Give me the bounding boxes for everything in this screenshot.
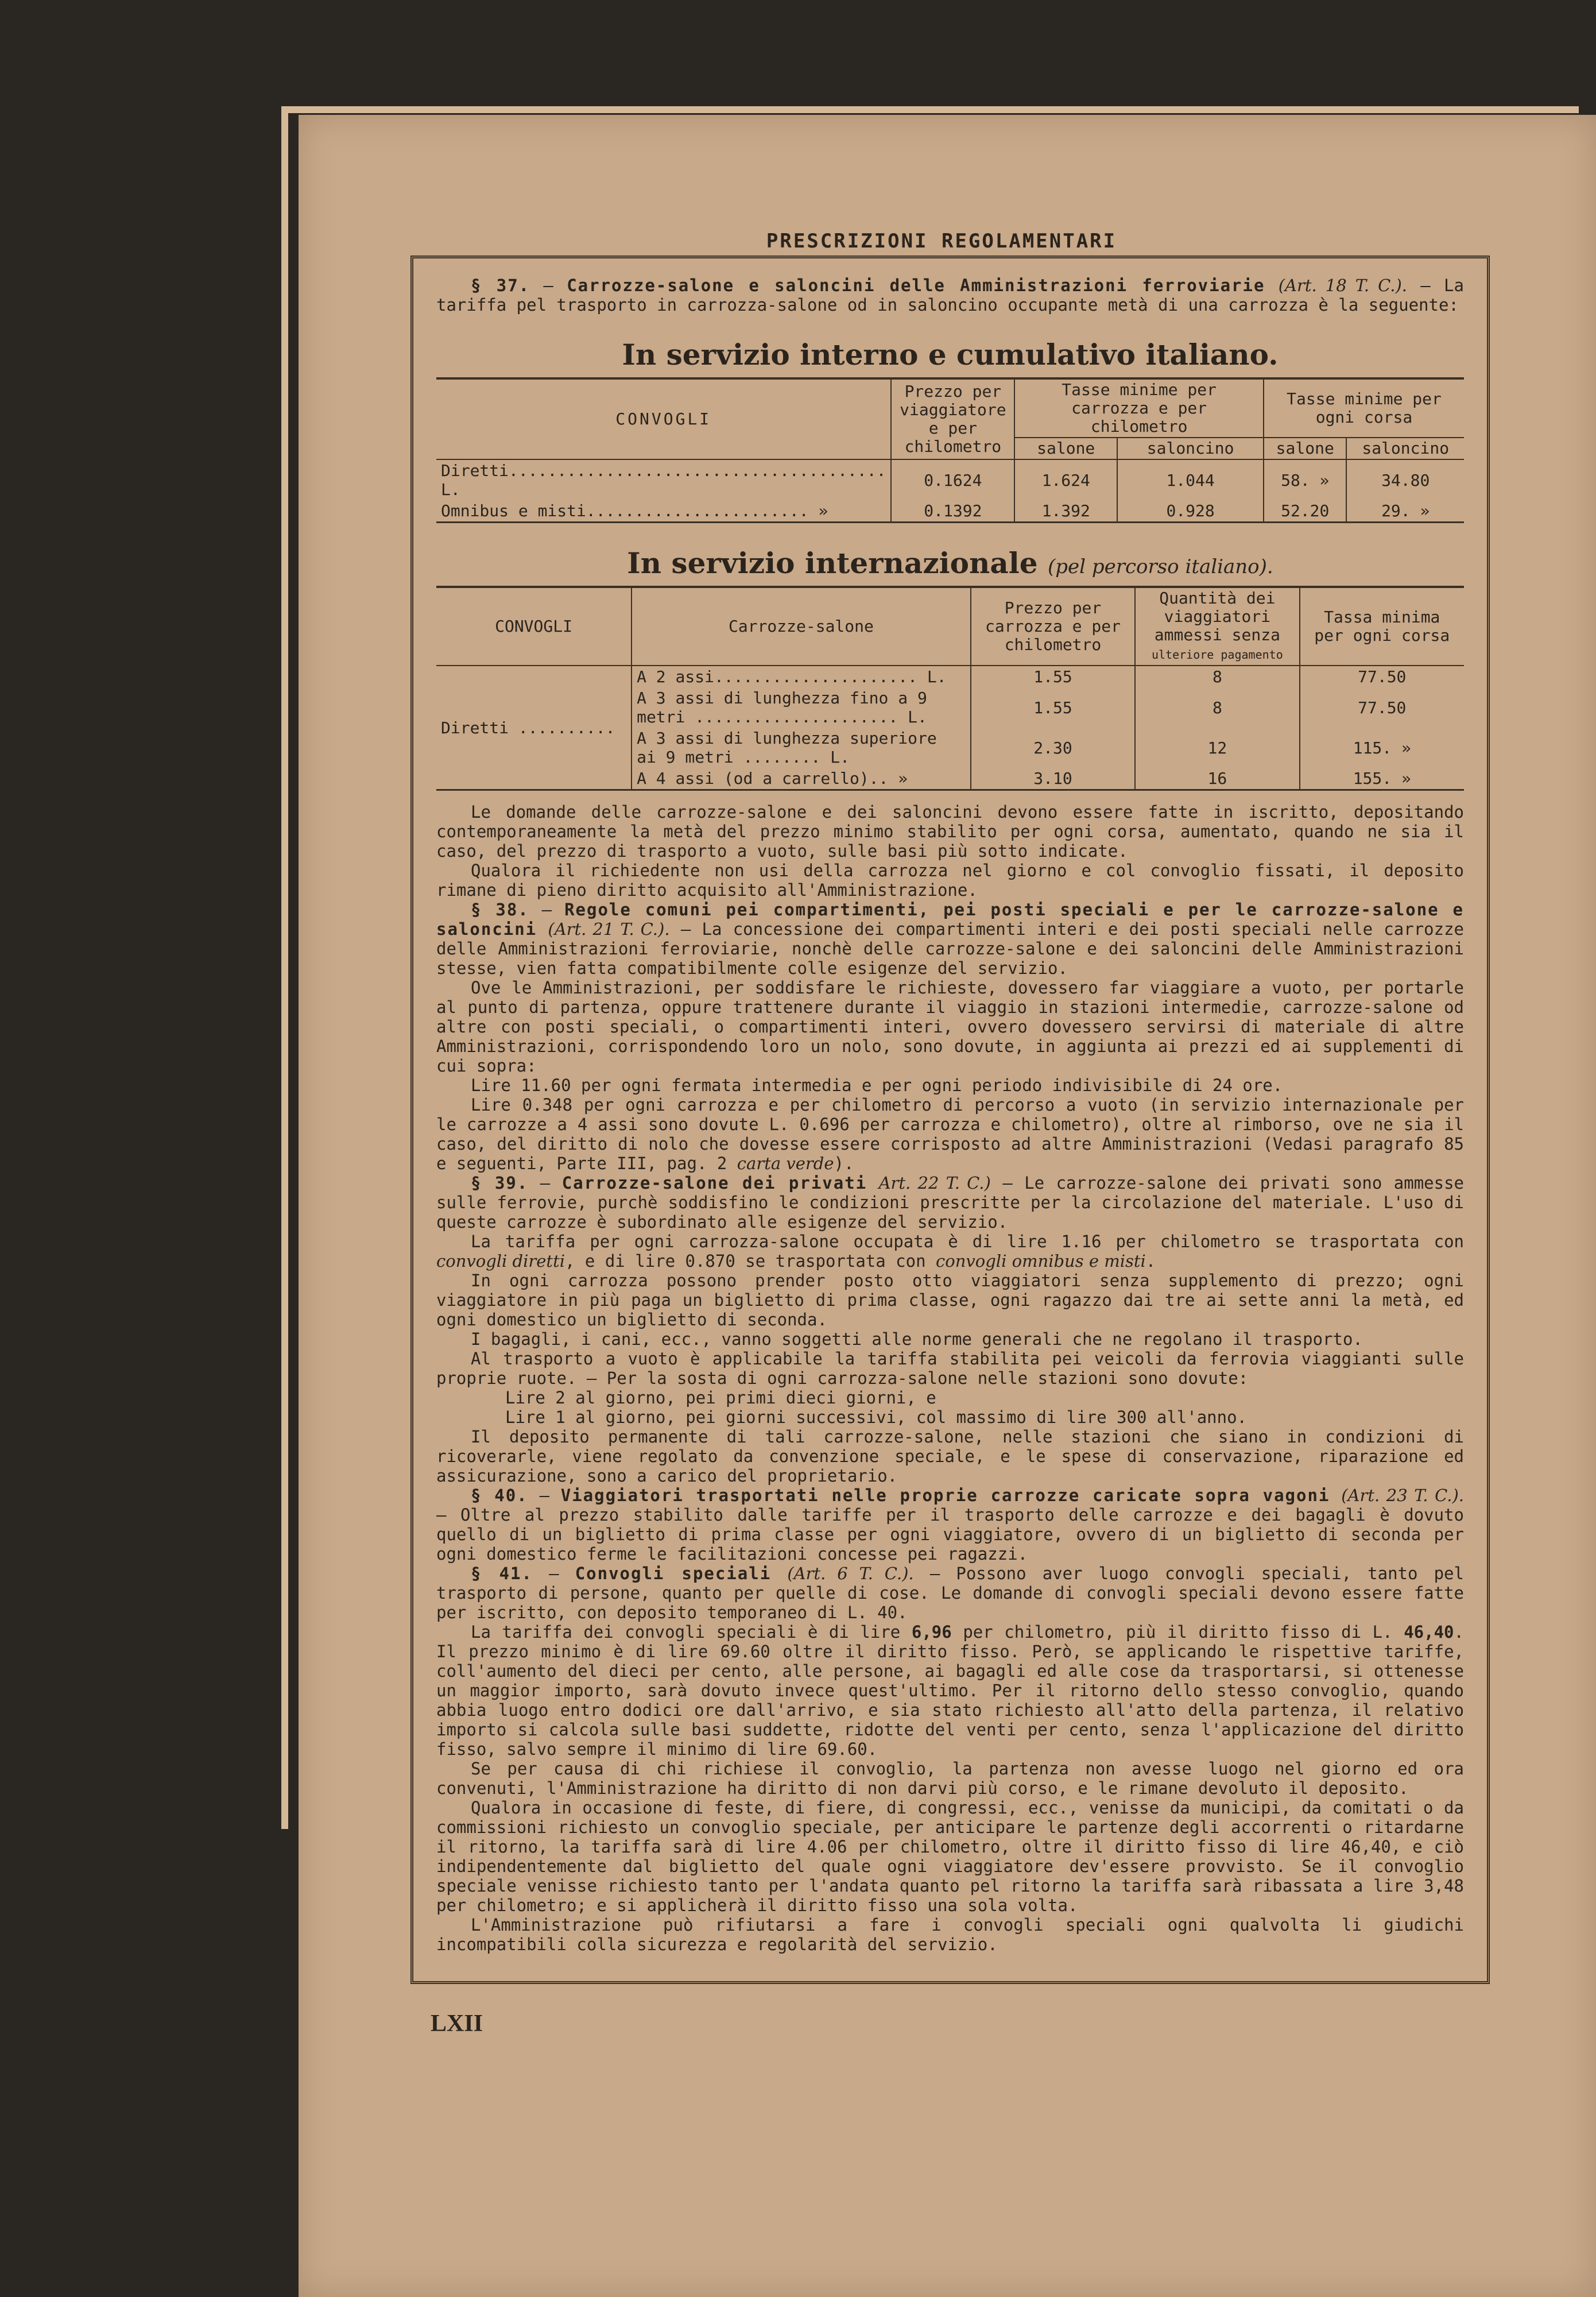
cell-km-saloncino: 1.044 [1117,459,1264,500]
paragraph [436,1095,1464,1173]
section-title: Viaggiatori trasportati nelle proprie carrozze caricate sopra vagoni [560,1486,1330,1505]
paragraph-italic: carta verde [737,1154,834,1173]
paragraph: In ogni carrozza possono prender posto otto viaggiatori senza supplemento di prezzo; ogni viaggiatore in più paga un biglietto di prima classe, ogni ragazzo dai tre ai sette anni la metà, ed ogni domestico un biglietto di seconda. [436,1271,1464,1329]
cell-tassa: 77.50 [1300,687,1464,728]
running-head: PRESCRIZIONI REGOLAMENTARI [766,230,1117,253]
cell-corsa-saloncino: 34.80 [1346,459,1464,500]
col-tasse-corsa: Tasse minime per ogni corsa [1264,378,1464,438]
cell-prezzo: 1.55 [971,687,1135,728]
row-leader: ....................................... L. [441,461,886,499]
sub-salone: salone [1014,438,1117,459]
section-37: § 37. — Carrozze-salone e saloncini delle Amministrazioni ferroviarie (Art. 18 T. C.). — La tariffa pel trasporto in carrozza-salone od in saloncino occupante metà di una carrozza è la seguente: [436,276,1464,315]
section-text: — Possono aver luogo convogli speciali, tanto pel trasporto di persone, quanto per quelle di cose. Le domande di convogli speciali devono essere fatte per iscritto, con deposito temporaneo di L. 40. [436,1564,1464,1622]
cell-quantita: 12 [1135,728,1299,768]
section-number: § 38. [471,900,529,919]
section-text: — Oltre al prezzo stabilito dalle tariffe per il trasporto delle carrozze e dei bagagli è dovuto quello di un biglietto di prima classe per ogni viaggiatore, ovvero di un biglietto di seconda per ogni domestico ferme le facilitazioni concesse pei ragazzi. [436,1505,1464,1564]
section-title: Carrozze-salone e saloncini delle Amministrazioni ferroviarie [567,276,1265,295]
paragraph-italic: convogli diretti [436,1251,565,1271]
cell-tassa: 77.50 [1300,666,1464,687]
cell-km-salone: 1.624 [1014,459,1117,500]
paragraph-bold: 46,40 [1404,1622,1454,1642]
paragraph: Qualora in occasione di feste, di fiere, di congressi, ecc., venisse da municipi, da comitati o da commissioni richiesto un convoglio speciale, per anticipare le partenze degli accorrenti o ritardarne il ritorno, la tariffa sarà di lire 4.06 per chilometro, oltre il diritto fisso di lire 46,40, e ciò indipendentemente dal biglietto del quale ogni viaggiatore dev'essere provvisto. Se il convoglio speciale venisse richiesto tanto per l'andata quanto pel ritorno la tariffa sarà ribassata a lire 3,48 per chilometro; e si applicherà il diritto fisso una sola volta. [436,1798,1464,1915]
page-stack-edge [281,106,288,1829]
tariff-table-international [436,586,1464,791]
paragraph: Ove le Amministrazioni, per soddisfare le richieste, dovessero far viaggiare a vuoto, per portarle al punto di partenza, oppure trattenere durante il viaggio in stazioni intermedie, carrozze-salone od altre con posti speciali, o compartimenti interi, ovvero dovessero servirsi di materiale di altre Amministrazioni, corrispondendo loro un nolo, sono dovute, in aggiunta ai prezzi ed ai supplementi di cui sopra: [436,978,1464,1076]
section-ref: (Art. 6 T. C.). [787,1564,914,1583]
paragraph-text: Lire 0.348 per ogni carrozza e per chilometro di percorso a vuoto (in servizio internazionale per le carrozze a 4 assi sono dovute L. 0.696 per carrozza e chilometro), oltre al rimborso, ove ne sia il caso, del diritto di nolo che dovesse essere corrisposto ad altre Amministrazioni (Vedasi paragrafo 85 e seguenti, Parte III, pag. 2 [436,1095,1464,1173]
tariff-table-domestic [436,377,1464,523]
paragraph-italic: convogli omnibus e misti [936,1251,1146,1271]
cell-prezzo: 3.10 [971,768,1135,790]
section-41: § 41. — Convogli speciali (Art. 6 T. C.). — Possono aver luogo convogli speciali, tanto pel trasporto di persone, quanto per quelle di cose. Le domande di convogli speciali devono essere fatte per iscritto, con deposito temporaneo di L. 40. [436,1564,1464,1622]
row-label: Diretti .......... [441,718,615,737]
section-text: La concessione dei compartimenti interi e dei posti speciali nelle carrozze delle Amministrazioni ferroviarie, nonchè delle carrozze-salone e dei saloncini delle Amministrazioni stesse, vien fatta compatibilmente colle esigenze del servizio. [436,919,1464,978]
section-ref: (Art. 18 T. C.). [1278,276,1407,295]
paragraph: I bagagli, i cani, ecc., vanno soggetti alle norme generali che ne regolano il trasporto. [471,1329,1363,1349]
paragraph-text: ). [834,1154,854,1173]
table-row [436,500,1464,523]
paragraph: Al trasporto a vuoto è applicabile la tariffa stabilita pei veicoli da ferrovia viaggianti sulle proprie ruote. — Per la sosta di ogni carrozza-salone nelle stazioni sono dovute: [436,1349,1464,1388]
section-ref: (Art. 23 T. C.). [1341,1486,1464,1505]
cell-prezzo: 0.1392 [891,500,1014,523]
sub-salone: salone [1264,438,1346,459]
col-convogli: CONVOGLI [436,378,891,459]
paragraph-text: , e di lire 0.870 se trasportata con [565,1251,926,1271]
cell-quantita: 8 [1135,666,1299,687]
table1-heading: In servizio interno e cumulativo italiano. [622,338,1279,372]
cell-km-saloncino: 0.928 [1117,500,1264,523]
cell-prezzo: 0.1624 [891,459,1014,500]
paragraph: Lire 2 al giorno, pei primi dieci giorni, e [505,1388,936,1407]
paragraph: Lire 1 al giorno, pei giorni successivi, col massimo di lire 300 all'anno. [505,1407,1248,1427]
table2-heading-note: (pel percorso italiano). [1047,555,1273,578]
cell-corsa-salone: 58. » [1264,459,1346,500]
section-ref: (Art. 21 T. C.). [548,919,670,939]
page-stack-edge [281,106,1579,113]
sub-saloncino: saloncino [1117,438,1264,459]
col-tassa: Tassa minima per ogni corsa [1300,587,1464,666]
text-frame [410,256,1490,1984]
section-number: § 41. [471,1564,533,1583]
cell-km-salone: 1.392 [1014,500,1117,523]
section-text: La tariffa pel trasporto in carrozza-salone od in saloncino occupante metà di una carrozza è la seguente: [436,276,1464,315]
section-40: § 40. — Viaggiatori trasportati nelle proprie carrozze caricate sopra vagoni (Art. 23 T. C.). — Oltre al prezzo stabilito dalle tariffe per il trasporto delle carrozze e dei bagagli è dovuto quello di un biglietto di prima classe per ogni viaggiatore, ovvero di un biglietto di seconda per ogni domestico ferme le facilitazioni concesse pei ragazzi. [436,1486,1464,1564]
section-number: § 40. [471,1486,528,1505]
book-page [299,115,1596,2297]
col-prezzo: Prezzo per viaggiatore e per chilometro [891,378,1014,459]
cell-corsa-salone: 52.20 [1264,500,1346,523]
section-text: — Le carrozze-salone dei privati sono ammesse sulle ferrovie, purchè soddisfino le condizioni prescritte per la circolazione del materiale. L'uso di queste carrozze è subordinato alle esigenze del servizio. [436,1173,1464,1232]
cell-tassa: 115. » [1300,728,1464,768]
sub-saloncino: saloncino [1346,438,1464,459]
cell-desc: A 2 assi..................... L. [632,666,971,687]
cell-desc: A 3 assi di lunghezza superiore ai 9 metri ........ L. [632,728,971,768]
section-title: Convogli speciali [575,1564,772,1583]
row-leader: ....................... » [586,501,828,520]
cell-prezzo: 2.30 [971,728,1135,768]
paragraph: Se per causa di chi richiese il convoglio, la partenza non avesse luogo nel giorno ed ora convenuti, l'Amministrazione ha diritto di non darvi più corso, e le rimane devoluto il deposito. [436,1759,1464,1798]
paragraph-text: per chilometro, più il diritto fisso di L. [963,1622,1393,1642]
paragraph [436,1232,1464,1271]
cell-corsa-saloncino: 29. » [1346,500,1464,523]
table-row [436,459,1464,500]
cell-quantita: 8 [1135,687,1299,728]
col-carrozze: Carrozze-salone [632,587,971,666]
col-convogli: CONVOGLI [436,587,632,666]
paragraph: Le domande delle carrozze-salone e dei saloncini devono essere fatte in iscritto, depositando contemporaneamente la metà del prezzo minimo stabilito per ogni corsa, aumentato, quando ne sia il caso, del prezzo di trasporto a vuoto, sulle basi più sotto indicate. [436,802,1464,861]
section-title: Regole comuni pei compartimenti, pei posti speciali e per le carrozze-salone e saloncini [436,900,1464,939]
col-prezzo: Prezzo per carrozza e per chilometro [971,587,1135,666]
paragraph-text: . [1145,1251,1156,1271]
table-row [436,666,1464,687]
cell-prezzo: 1.55 [971,666,1135,687]
page-number: LXII [431,2010,483,2037]
paragraph: Il deposito permanente di tali carrozze-salone, nelle stazioni che siano in condizioni di ricoverarle, viene regolato da convenzione speciale, e le spese di conservazione, riparazione ed assicurazione, sono a carico del proprietario. [436,1427,1464,1486]
paragraph-text: La tariffa dei convogli speciali è di lire [471,1622,901,1642]
section-38: § 38. — Regole comuni pei compartimenti, pei posti speciali e per le carrozze-salone e saloncini (Art. 21 T. C.). — La concessione dei compartimenti interi e dei posti speciali nelle carrozze delle Amministrazioni ferroviarie, nonchè delle carrozze-salone e dei saloncini delle Amministrazioni stesse, vien fatta compatibilmente colle esigenze del servizio. [436,900,1464,978]
paragraph-bold: 6,96 [911,1622,952,1642]
cell-desc: A 3 assi di lunghezza fino a 9 metri ..................... L. [632,687,971,728]
paragraph: Lire 11.60 per ogni fermata intermedia e per ogni periodo indivisibile di 24 ore. [471,1076,1283,1095]
paragraph-text: . Il prezzo minimo è di lire 69.60 oltre il diritto fisso. Però, se applicando le rispettive tariffe, coll'aumento del dieci per cento, alle persone, ai bagagli ed alle cose da trasportarsi, si ottenesse un maggior importo, sarà dovuto invece quest'ultimo. Per il ritorno dello stesso convoglio, quando abbia luogo entro dodici ore dall'arrivo, e sia stato richiesto all'atto della partenza, il relativo importo si calcola sulle basi suddette, ridotte del venti per cento, senza l'applicazione del diritto fisso, salvo sempre il minimo di lire 69.60. [436,1622,1464,1759]
table2-heading-text: In servizio internazionale [627,546,1038,580]
col-quantita [1135,587,1299,666]
paragraph [436,1622,1464,1759]
row-label: Diretti [441,461,509,480]
paragraph: L'Amministrazione può rifiutarsi a fare i convogli speciali ogni qualvolta li giudichi incompatibili colla sicurezza e regolarità del servizio. [436,1915,1464,1954]
col-tasse-km: Tasse minime per carrozza e per chilometro [1014,378,1264,438]
row-label: Omnibus e misti [441,501,586,520]
paragraph-text: La tariffa per ogni carrozza-salone occupata è di lire 1.16 per chilometro se trasportata con [471,1232,1464,1251]
table2-heading [436,546,1464,580]
paragraph: Qualora il richiedente non usi della carrozza nel giorno e col convoglio fissati, il deposito rimane di pieno diritto acquisito all'Amministrazione. [436,861,1464,900]
col-quantita-text: Quantità dei viaggiatori ammessi senza [1154,589,1280,644]
section-title: Carrozze-salone dei privati [561,1173,867,1193]
cell-desc: A 4 assi (od a carrello).. » [632,768,971,790]
cell-tassa: 155. » [1300,768,1464,790]
section-number: § 39. [471,1173,529,1193]
section-39: § 39. — Carrozze-salone dei privati Art. 22 T. C.) — Le carrozze-salone dei privati sono ammesse sulle ferrovie, purchè soddisfino le condizioni prescritte per la circolazione del materiale. L'uso di queste carrozze è subordinato alle esigenze del servizio. [436,1173,1464,1232]
cell-quantita: 16 [1135,768,1299,790]
col-quantita-small: ulteriore pagamento [1151,648,1283,662]
section-ref: Art. 22 T. C.) [878,1173,991,1193]
page-content [436,276,1464,1954]
section-number: § 37. [471,276,530,295]
